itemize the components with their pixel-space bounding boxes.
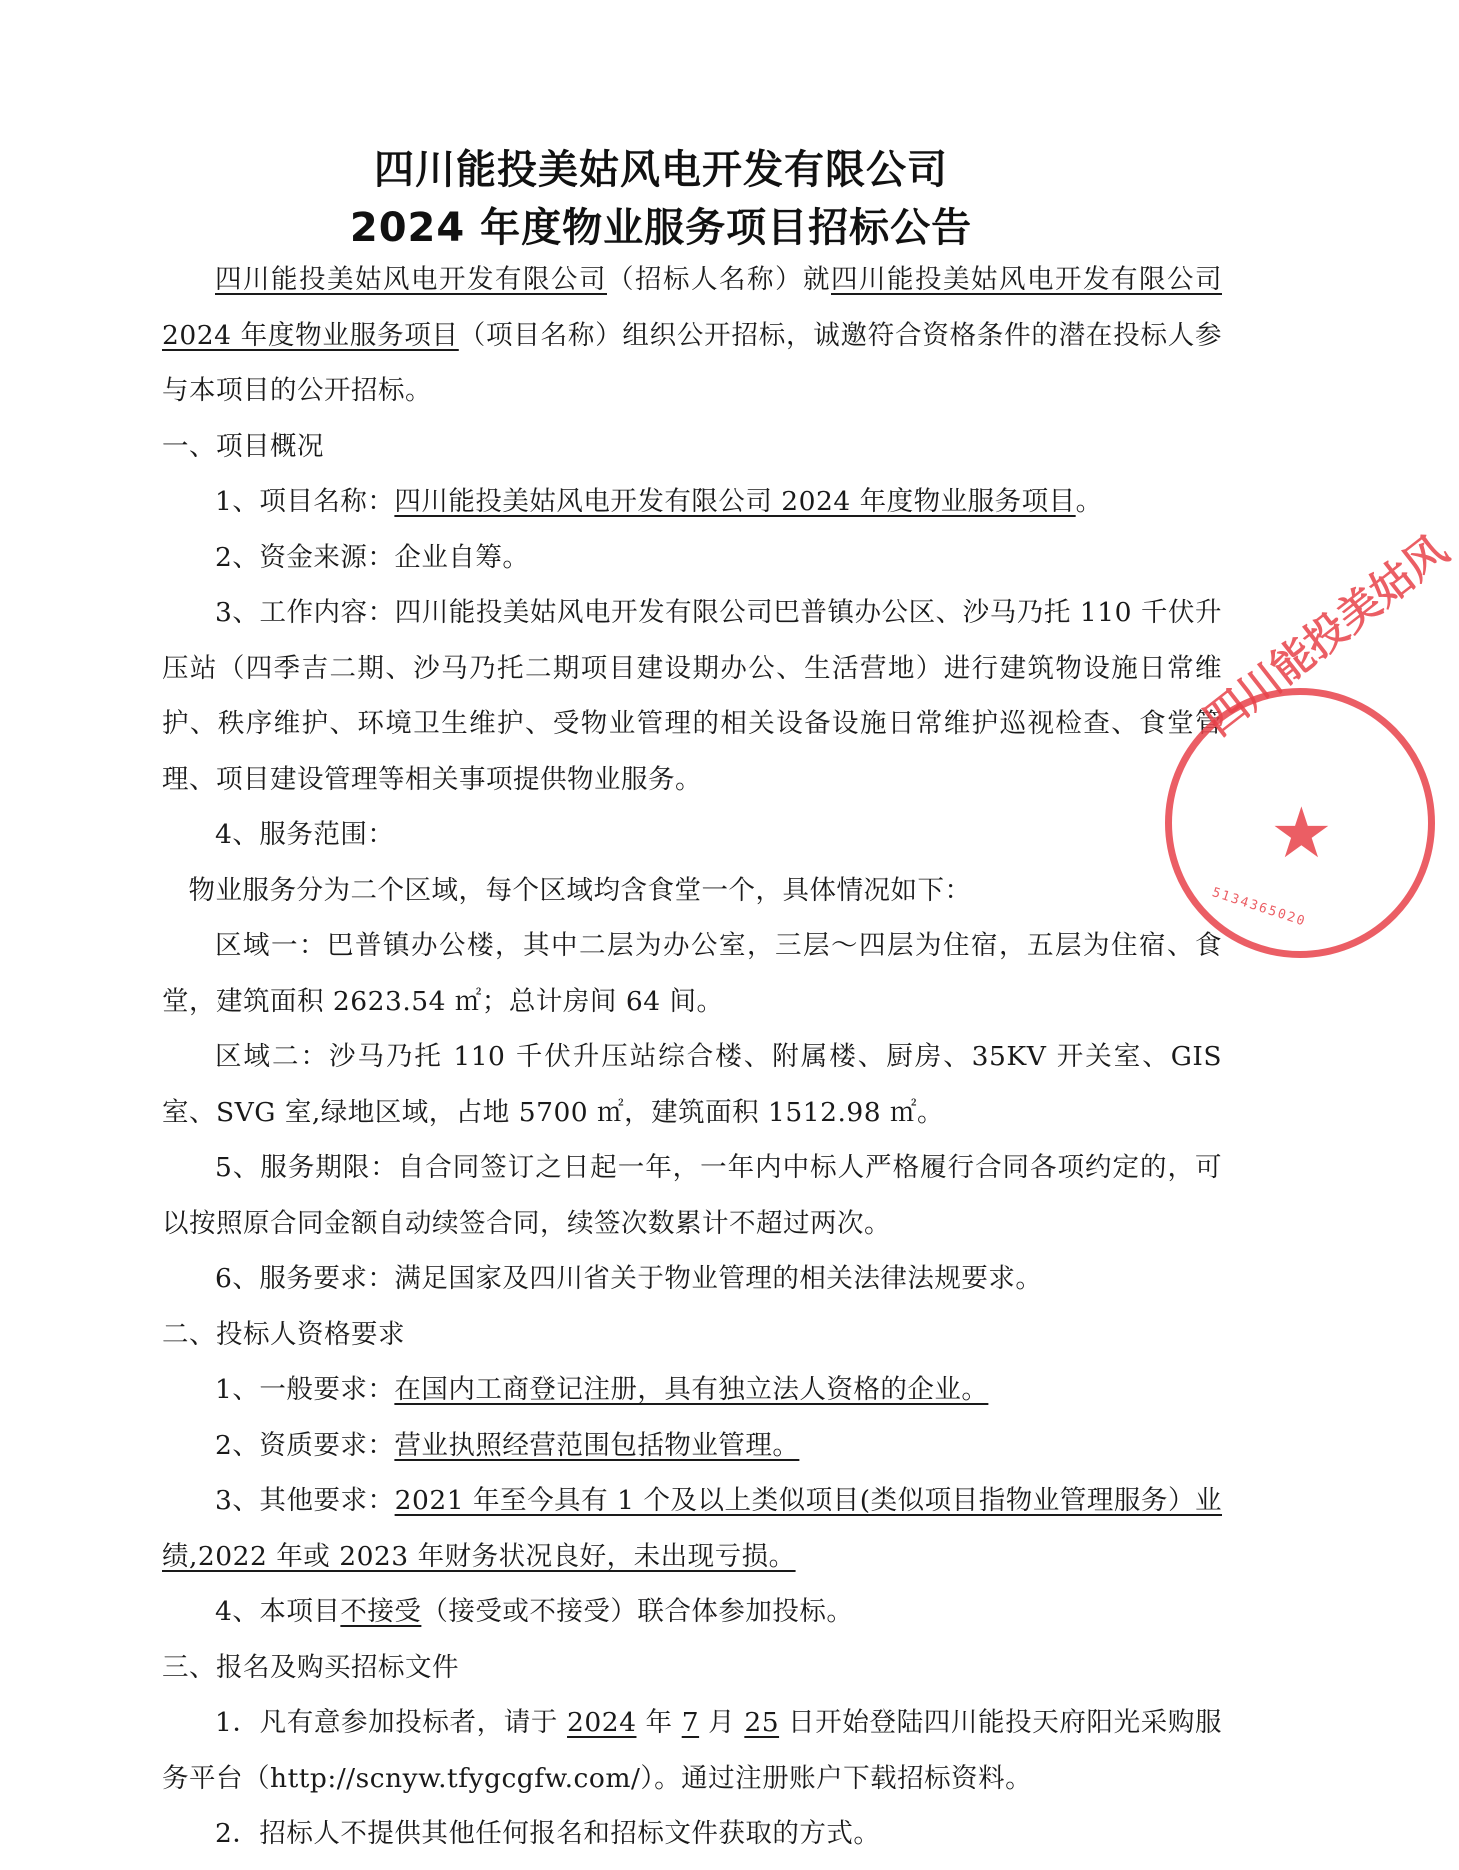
document-title-line1: 四川能投美姑风电开发有限公司 — [374, 147, 948, 193]
s2-req4-b: （接受或不接受）联合体参加投标。 — [421, 1596, 854, 1627]
s2-req2-value: 营业执照经营范围包括物业管理。 — [394, 1429, 800, 1461]
s3-p1-month: 7 — [681, 1707, 700, 1738]
s3-para1 — [162, 1695, 1222, 1806]
s2-req2 — [162, 1418, 1222, 1474]
s2-req1-value: 在国内工商登记注册，具有独立法人资格的企业。 — [394, 1374, 989, 1405]
s3-p1-d: 日开始登陆四川能投天府阳光采购服务平台（http://scnyw.tfygcgfw.com/）。通过注册账户下载招标资料。 — [162, 1707, 1222, 1794]
s1-area2: 区域二：沙马乃托 110 千伏升压站综合楼、附属楼、厨房、35KV 开关室、GIS 室、SVG 室,绿地区域，占地 5700 ㎡，建筑面积 1512.98 ㎡。 — [162, 1041, 1222, 1128]
s2-req3 — [162, 1473, 1222, 1584]
s2-req4-choice: 不接受 — [340, 1596, 422, 1627]
tenderer-note: （招标人名称）就 — [607, 264, 831, 295]
intro-paragraph — [162, 252, 1222, 419]
s1-item3: 3、工作内容：四川能投美姑风电开发有限公司巴普镇办公区、沙马乃托 110 千伏升压站（四季吉二期、沙马乃托二期项目建设期办公、生活营地）进行建筑物设施日常维护、秩序维护、环境卫生维护、受物业管理的相关设备设施日常维护巡视检查、食堂管理、项目建设管理等相关事项提供物业服务。 — [162, 597, 1222, 795]
tenderer-name: 四川能投美姑风电开发有限公司 — [215, 264, 607, 295]
section1-heading: 一、项目概况 — [162, 430, 324, 462]
s1-item5: 5、服务期限：自合同签订之日起一年，一年内中标人严格履行合同各项约定的，可以按照原合同金额自动续签合同，续签次数累计不超过两次。 — [162, 1152, 1222, 1239]
document-title-line2: 2024 年度物业服务项目招标公告 — [349, 205, 973, 251]
s2-req3-label: 3、其他要求： — [215, 1485, 395, 1516]
s2-req3-value: 2021 年至今具有 1 个及以上类似项目(类似项目指物业管理服务）业绩,2022 年或 2023 年财务状况良好，未出现亏损。 — [162, 1485, 1222, 1572]
s3-p1-a: 1．凡有意参加投标者，请于 — [215, 1707, 568, 1738]
s1-item6: 6、服务要求：满足国家及四川省关于物业管理的相关法律法规要求。 — [215, 1263, 1043, 1294]
s3-para2: 2．招标人不提供其他任何报名和招标文件获取的方式。 — [215, 1818, 881, 1849]
s1-item1-value: 四川能投美姑风电开发有限公司 2024 年度物业服务项目 — [394, 486, 1076, 517]
seal-text: 四川能投美姑风 — [1194, 525, 1457, 745]
s2-req1-label: 1、一般要求： — [215, 1374, 395, 1405]
s1-area1: 区域一：巴普镇办公楼，其中二层为办公室，三层～四层为住宿，五层为住宿、食堂，建筑面积 2623.54 ㎡；总计房间 64 间。 — [162, 930, 1222, 1017]
s1-item4: 4、服务范围： — [215, 819, 395, 850]
seal-number: 5134365020 — [1210, 885, 1309, 930]
s2-req4-a: 4、本项目 — [215, 1596, 341, 1627]
s3-p1-day: 25 — [744, 1707, 780, 1738]
section2-heading: 二、投标人资格要求 — [162, 1318, 405, 1350]
s1-item1 — [162, 474, 1222, 530]
s2-req4 — [162, 1584, 1222, 1640]
project-note: （项目名称）组织公开招标，诚邀符合资格条件的潜在投标人参与本项目的公开招标。 — [162, 319, 1222, 406]
s3-p1-b: 年 — [636, 1707, 682, 1738]
seal-star-icon: ★ — [1270, 792, 1333, 874]
s1-item4-intro: 物业服务分为二个区域，每个区域均含食堂一个，具体情况如下： — [188, 874, 972, 906]
s2-req2-label: 2、资质要求： — [215, 1429, 395, 1461]
s3-p1-year: 2024 — [567, 1707, 637, 1738]
s1-item1-end: 。 — [1075, 486, 1103, 517]
s3-p1-c: 月 — [699, 1707, 745, 1738]
section3-heading: 三、报名及购买招标文件 — [162, 1651, 459, 1683]
s1-item2: 2、资金来源：企业自筹。 — [215, 541, 530, 573]
s1-item1-label: 1、项目名称： — [215, 486, 395, 517]
document-body — [162, 252, 1222, 1862]
s2-req1 — [162, 1362, 1222, 1418]
project-name: 四川能投美姑风电开发有限公司 2024 年度物业服务项目 — [162, 264, 1222, 351]
